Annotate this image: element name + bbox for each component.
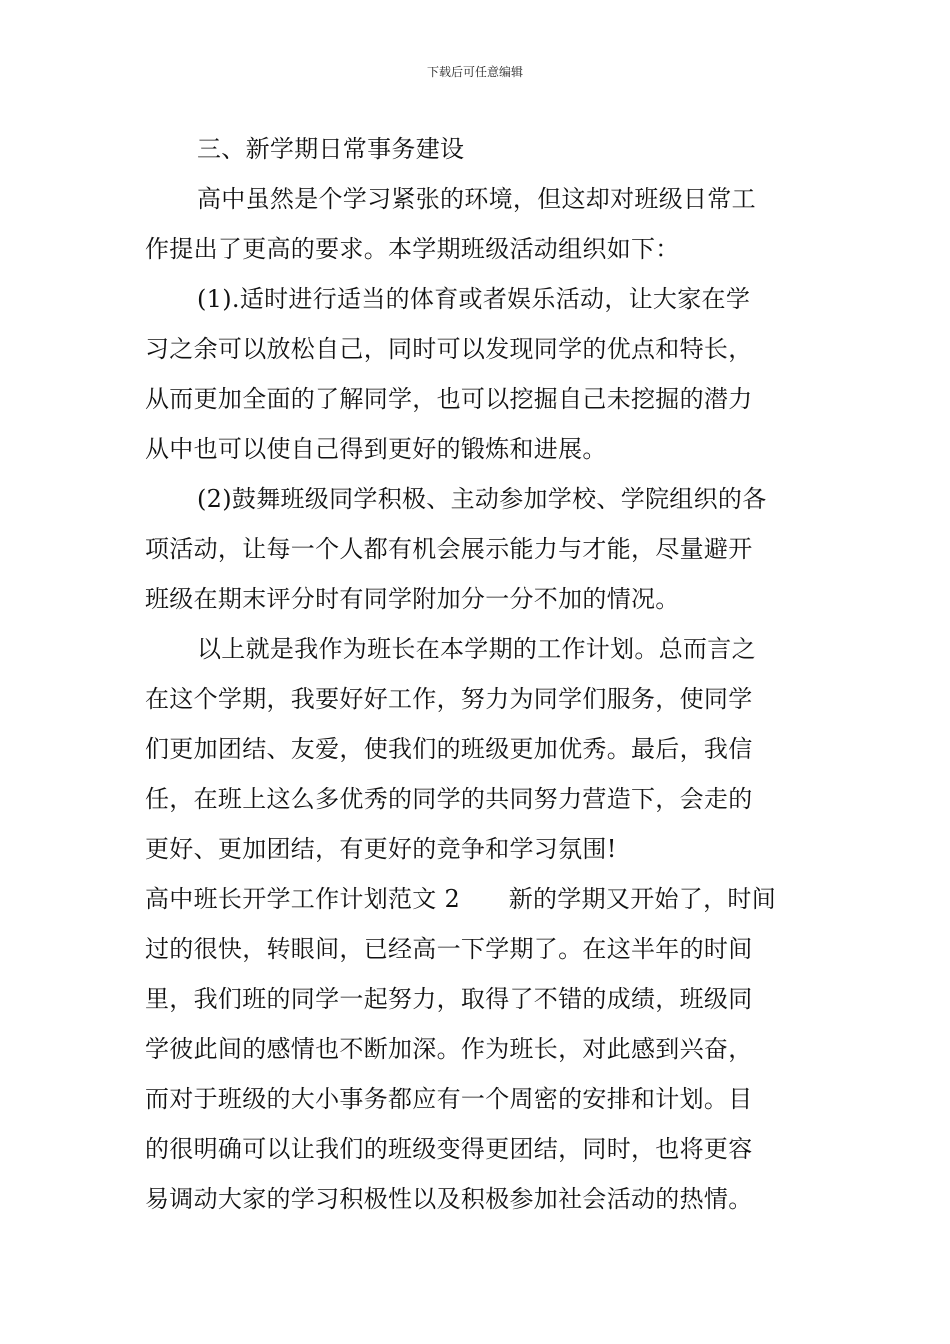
paragraph-line: (1).适时进行适当的体育或者娱乐活动，让大家在学 xyxy=(197,285,751,313)
paragraph-line: 里，我们班的同学一起努力，取得了不错的成绩，班级同 xyxy=(145,985,753,1013)
paragraph-line: 易调动大家的学习积极性以及积极参加社会活动的热情。 xyxy=(145,1185,753,1213)
paragraph-line: 班级在期末评分时有同学附加分一分不加的情况。 xyxy=(145,585,680,613)
paragraph-line: 们更加团结、友爱，使我们的班级更加优秀。最后，我信 xyxy=(145,735,753,763)
paragraph-line: 更好、更加团结，有更好的竞争和学习氛围! xyxy=(145,835,617,863)
paragraph-line: 项活动，让每一个人都有机会展示能力与才能，尽量避开 xyxy=(145,535,753,563)
paragraph-line: 从而更加全面的了解同学，也可以挖掘自己未挖掘的潜力 xyxy=(145,385,753,413)
paragraph-line: 高中班长开学工作计划范文 2 新的学期又开始了，时间 xyxy=(145,885,776,913)
paragraph-line: 高中虽然是个学习紧张的环境，但这却对班级日常工 xyxy=(197,185,756,213)
paragraph-line: (2)鼓舞班级同学积极、主动参加学校、学院组织的各 xyxy=(197,485,767,513)
paragraph-line: 学彼此间的感情也不断加深。作为班长，对此感到兴奋， xyxy=(145,1035,753,1063)
paragraph-line: 从中也可以使自己得到更好的锻炼和进展。 xyxy=(145,435,607,463)
document-body xyxy=(145,124,810,1224)
paragraph-line: 而对于班级的大小事务都应有一个周密的安排和计划。目 xyxy=(145,1085,753,1113)
paragraph-line: 作提出了更高的要求。本学期班级活动组织如下： xyxy=(145,235,680,263)
paragraph-line: 任，在班上这么多优秀的同学的共同努力营造下，会走的 xyxy=(145,785,753,813)
paragraph-line: 过的很快，转眼间，已经高一下学期了。在这半年的时间 xyxy=(145,935,753,963)
section-heading: 三、新学期日常事务建设 xyxy=(197,135,465,163)
paragraph-line: 以上就是我作为班长在本学期的工作计划。总而言之 xyxy=(197,635,756,663)
paragraph-line: 在这个学期，我要好好工作，努力为同学们服务，使同学 xyxy=(145,685,753,713)
paragraph-line: 的很明确可以让我们的班级变得更团结，同时，也将更容 xyxy=(145,1135,753,1163)
paragraph-line: 习之余可以放松自己，同时可以发现同学的优点和特长， xyxy=(145,335,753,363)
page-header: 下载后可任意编辑 xyxy=(426,65,523,79)
